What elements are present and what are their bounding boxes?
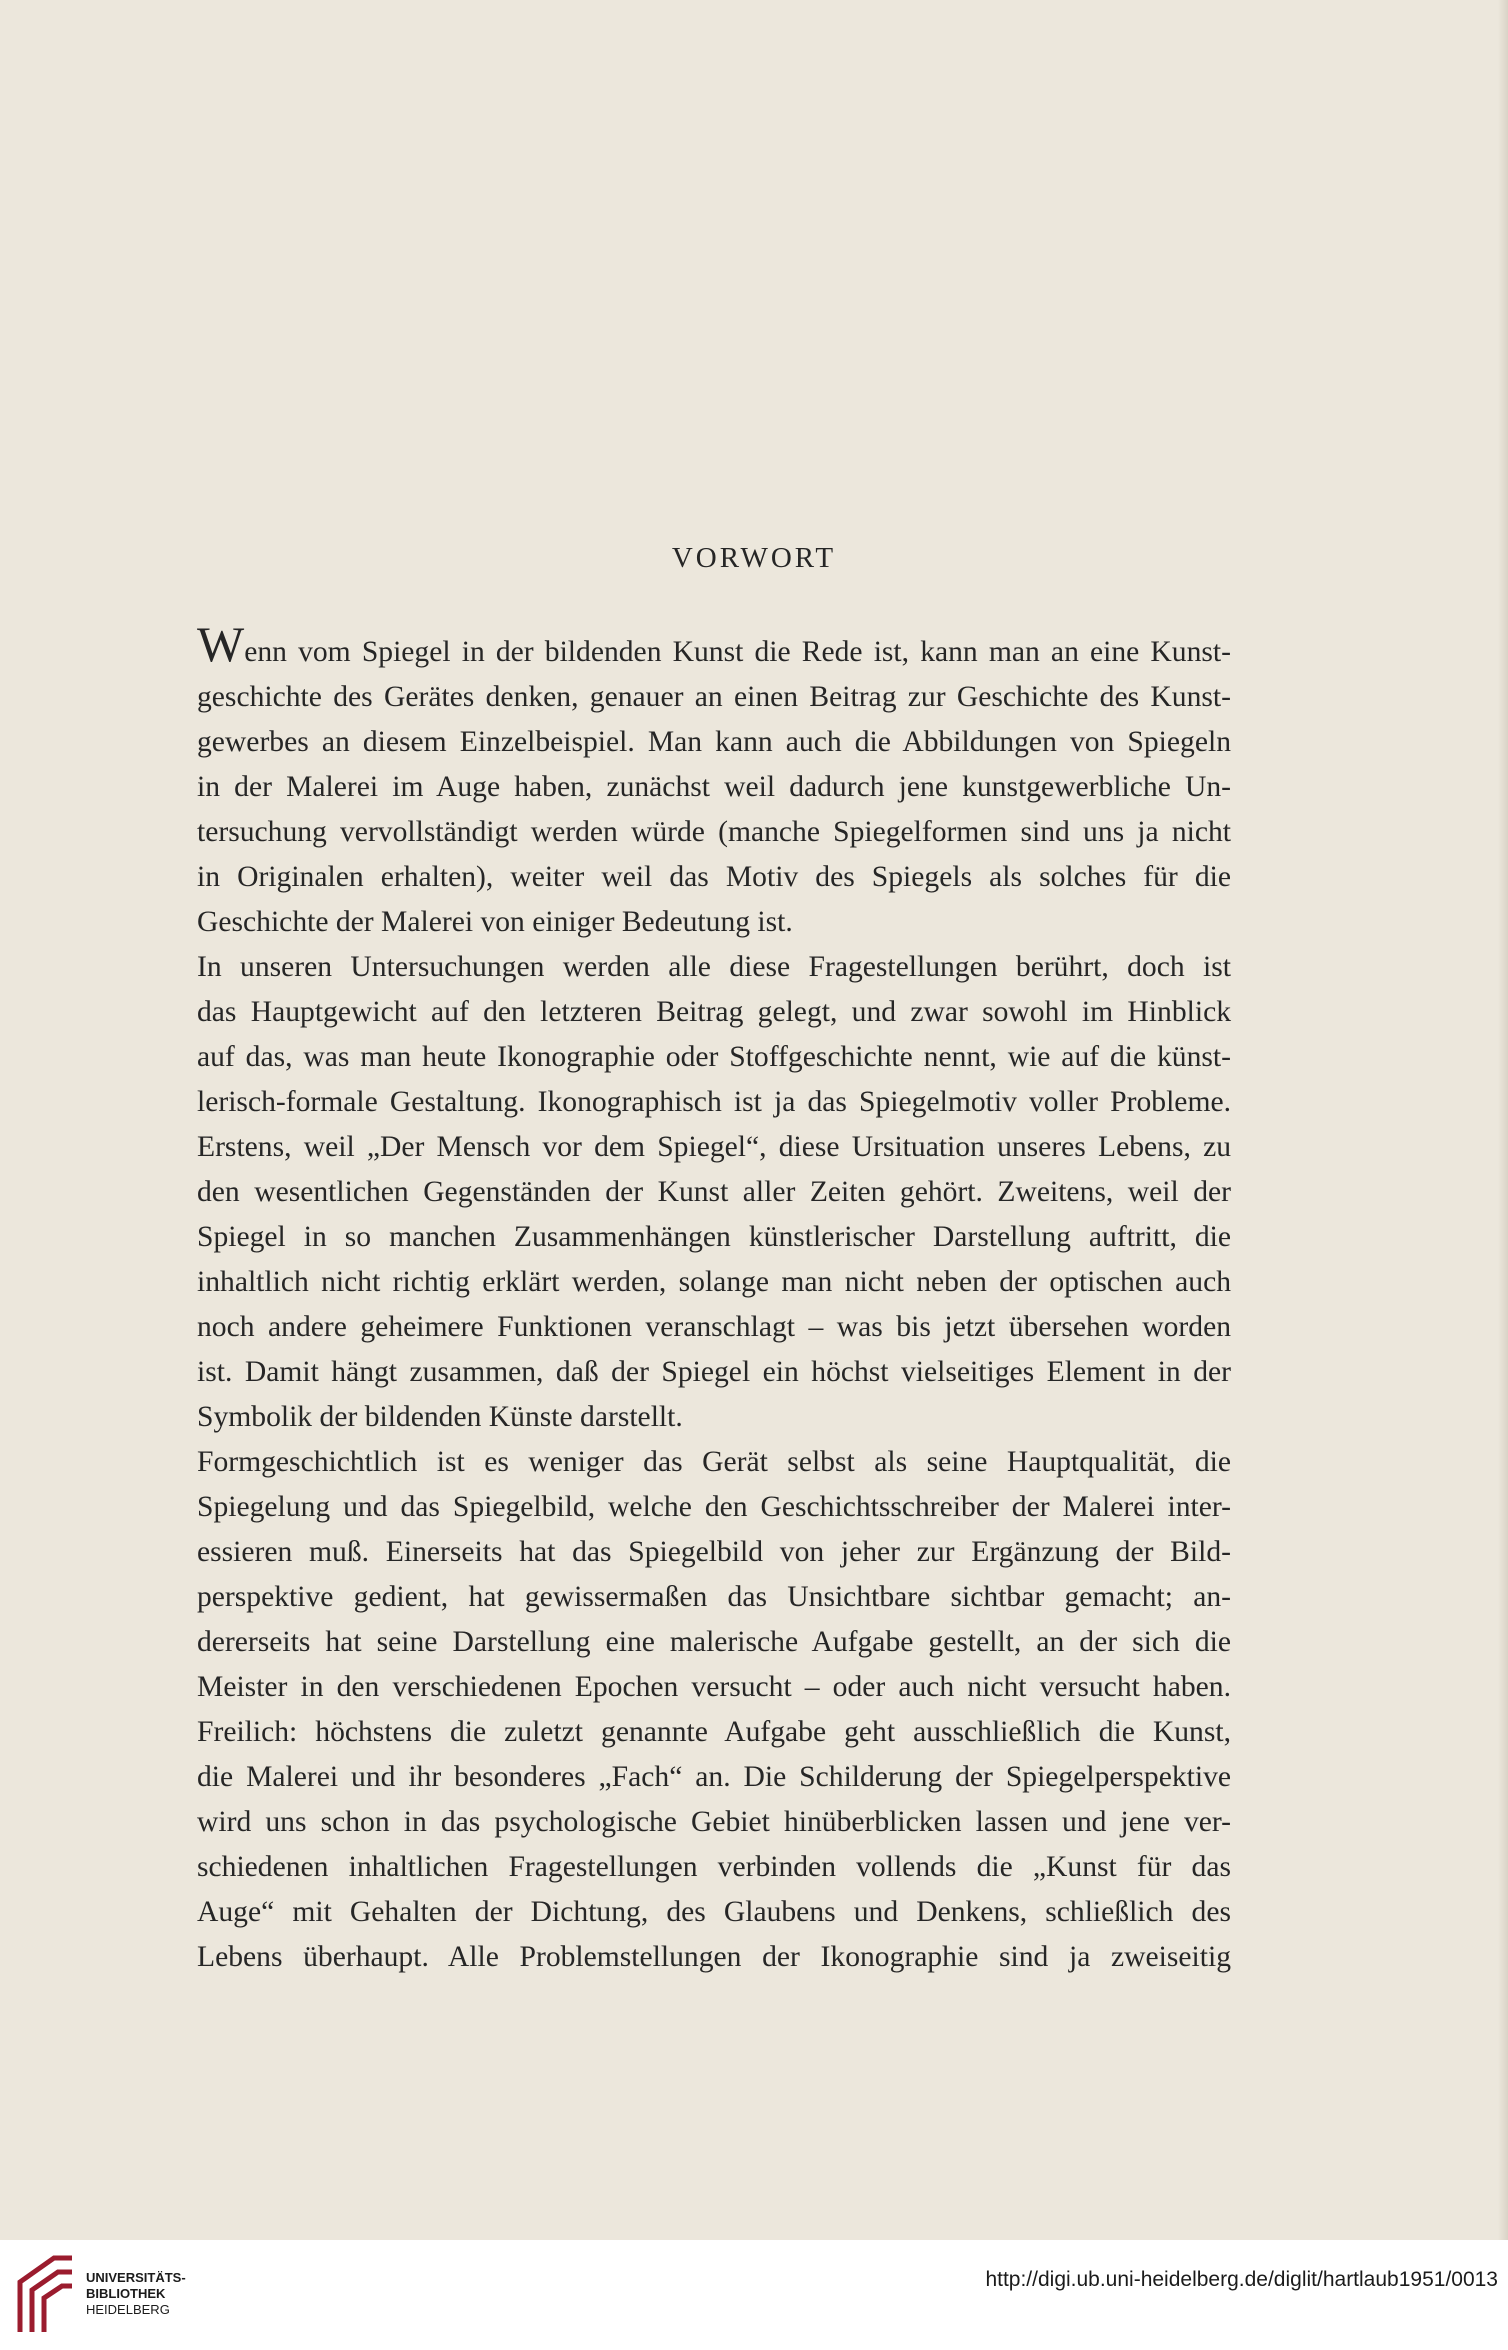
text-line: Symbolik der bildenden Künste darstellt. — [197, 1401, 683, 1433]
text-line: Freilich: höchstens die zuletzt genannte Aufgabe geht ausschließlich die Kunst, — [197, 1716, 1231, 1748]
text-line: auf das, was man heute Ikonographie oder Stoffgeschichte nennt, wie auf die künst- — [197, 1041, 1231, 1073]
text-line: ist. Damit hängt zusammen, daß der Spiegel ein höchst vielseitiges Element in der — [197, 1356, 1231, 1388]
text-line: wird uns schon in das psychologische Gebiet hinüberblicken lassen und jene ver- — [197, 1806, 1231, 1838]
text-line: Meister in den verschiedenen Epochen versucht – oder auch nicht versucht haben. — [197, 1671, 1231, 1703]
text-line: den wesentlichen Gegenständen der Kunst aller Zeiten gehört. Zweitens, weil der — [197, 1176, 1231, 1208]
drop-cap: W — [197, 616, 245, 672]
text-line: dererseits hat seine Darstellung eine malerische Aufgabe gestellt, an der sich die — [197, 1626, 1231, 1658]
text-line: Spiegelung und das Spiegelbild, welche den Geschichtsschreiber der Malerei inter- — [197, 1491, 1231, 1523]
source-url-link[interactable]: http://digi.ub.uni-heidelberg.de/diglit/hartlaub1951/0013 — [985, 2268, 1498, 2291]
footer-bar — [0, 2240, 1508, 2350]
library-name-line: UNIVERSITÄTS- — [86, 2270, 186, 2285]
text-line: essieren muß. Einerseits hat das Spiegelbild von jeher zur Ergänzung der Bild- — [197, 1536, 1231, 1568]
text-line: Lebens überhaupt. Alle Problemstellungen der Ikonographie sind ja zweiseitig — [197, 1941, 1231, 1973]
text-line: gewerbes an diesem Einzelbeispiel. Man kann auch die Abbildungen von Spiegeln — [197, 726, 1231, 758]
body-text — [197, 616, 1231, 1980]
text-line: in Originalen erhalten), weiter weil das Motiv des Spiegels als solches für die — [197, 861, 1231, 893]
library-name — [86, 2270, 186, 2318]
text-line: Spiegel in so manchen Zusammenhängen künstlerischer Darstellung auftritt, die — [197, 1221, 1231, 1253]
text-line: perspektive gedient, hat gewissermaßen das Unsichtbare sichtbar gemacht; an- — [197, 1581, 1231, 1613]
text-line: geschichte des Gerätes denken, genauer an einen Beitrag zur Geschichte des Kunst- — [197, 681, 1231, 713]
text-line: noch andere geheimere Funktionen veranschlagt – was bis jetzt übersehen worden — [197, 1311, 1231, 1343]
text-line: In unseren Untersuchungen werden alle diese Fragestellungen berührt, doch ist — [197, 951, 1231, 983]
text-line: in der Malerei im Auge haben, zunächst weil dadurch jene kunstgewerbliche Un- — [197, 771, 1231, 803]
library-name-line: BIBLIOTHEK — [86, 2286, 166, 2301]
page-heading: VORWORT — [671, 542, 837, 574]
text-line: Auge“ mit Gehalten der Dichtung, des Glaubens und Denkens, schließlich des — [197, 1896, 1231, 1928]
text-line: Formgeschichtlich ist es weniger das Gerät selbst als seine Hauptqualität, die — [197, 1446, 1231, 1478]
text-line: lerisch-formale Gestaltung. Ikonographisch ist ja das Spiegelmotiv voller Probleme. — [197, 1086, 1231, 1118]
university-library-logo-icon[interactable] — [14, 2252, 78, 2336]
page-edge — [1498, 0, 1508, 2240]
text-line: die Malerei und ihr besonderes „Fach“ an. Die Schilderung der Spiegelperspektive — [197, 1761, 1231, 1793]
text-line: das Hauptgewicht auf den letzteren Beitrag gelegt, und zwar sowohl im Hinblick — [197, 996, 1231, 1028]
text-line: schiedenen inhaltlichen Fragestellungen verbinden vollends die „Kunst für das — [197, 1851, 1231, 1883]
text-line: enn vom Spiegel in der bildenden Kunst die Rede ist, kann man an eine Kunst- — [244, 636, 1231, 668]
paragraph-1-line-1 — [197, 616, 1231, 675]
text-line: Erstens, weil „Der Mensch vor dem Spiegel“, diese Ursituation unseres Lebens, zu — [197, 1131, 1231, 1163]
text-line: tersuchung vervollständigt werden würde (manche Spiegelformen sind uns ja nicht — [197, 816, 1231, 848]
text-line: Geschichte der Malerei von einiger Bedeutung ist. — [197, 906, 793, 938]
text-line: inhaltlich nicht richtig erklärt werden, solange man nicht neben der optischen auch — [197, 1266, 1231, 1298]
library-name-line: HEIDELBERG — [86, 2302, 170, 2317]
